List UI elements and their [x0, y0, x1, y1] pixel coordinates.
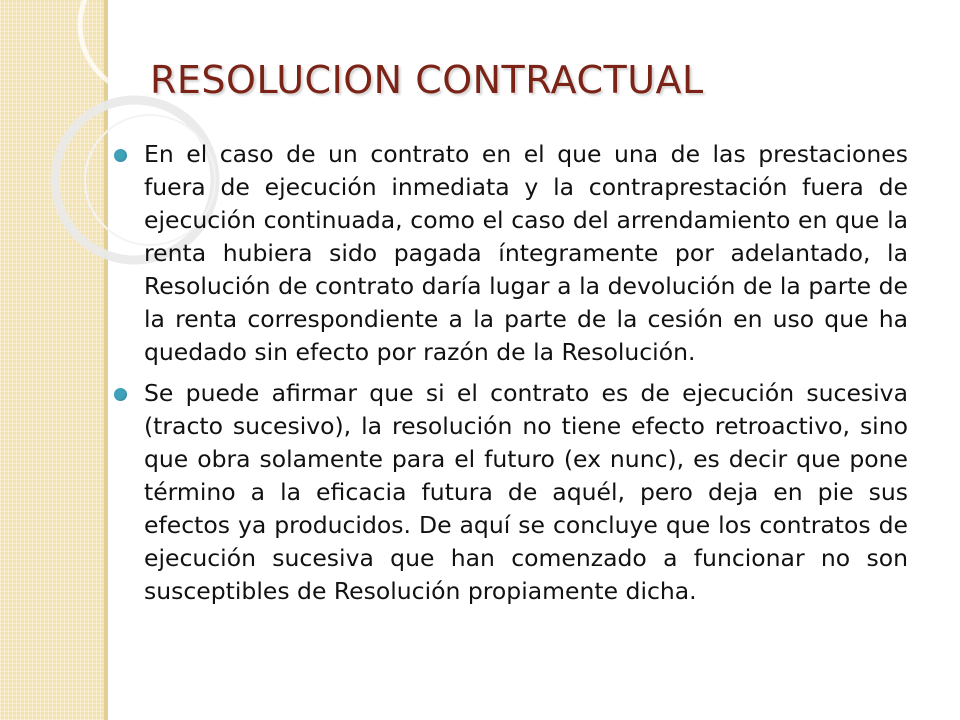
- bullet-item: [108, 138, 908, 369]
- bullet-dot-icon: [114, 388, 127, 401]
- slide-title: RESOLUCION CONTRACTUAL: [150, 58, 704, 102]
- bullet-item: [108, 377, 908, 608]
- bullet-text: En el caso de un contrato en el que una de las prestaciones fuera de ejecución inmediata y la contraprestación fuera de ejecución continuada, como el caso del arrendamiento en que la renta hubiera sido pagada íntegramente por adelantado, la Resolución de contrato daría lugar a la devolución de la parte de la renta correspondiente a la parte de la cesión en uso que ha quedado sin efecto por razón de la Resolución.: [144, 140, 908, 366]
- bullet-list: [108, 138, 908, 616]
- bullet-dot-icon: [114, 149, 127, 162]
- bullet-text: Se puede afirmar que si el contrato es de ejecución sucesiva (tracto sucesivo), la resolución no tiene efecto retroactivo, sino que obra solamente para el futuro (ex nunc), es decir que pone término a la eficacia futura de aquél, pero deja en pie sus efectos ya producidos. De aquí se concluye que los contratos de ejecución sucesiva que han comenzado a funcionar no son susceptibles de Resolución propiamente dicha.: [144, 379, 908, 605]
